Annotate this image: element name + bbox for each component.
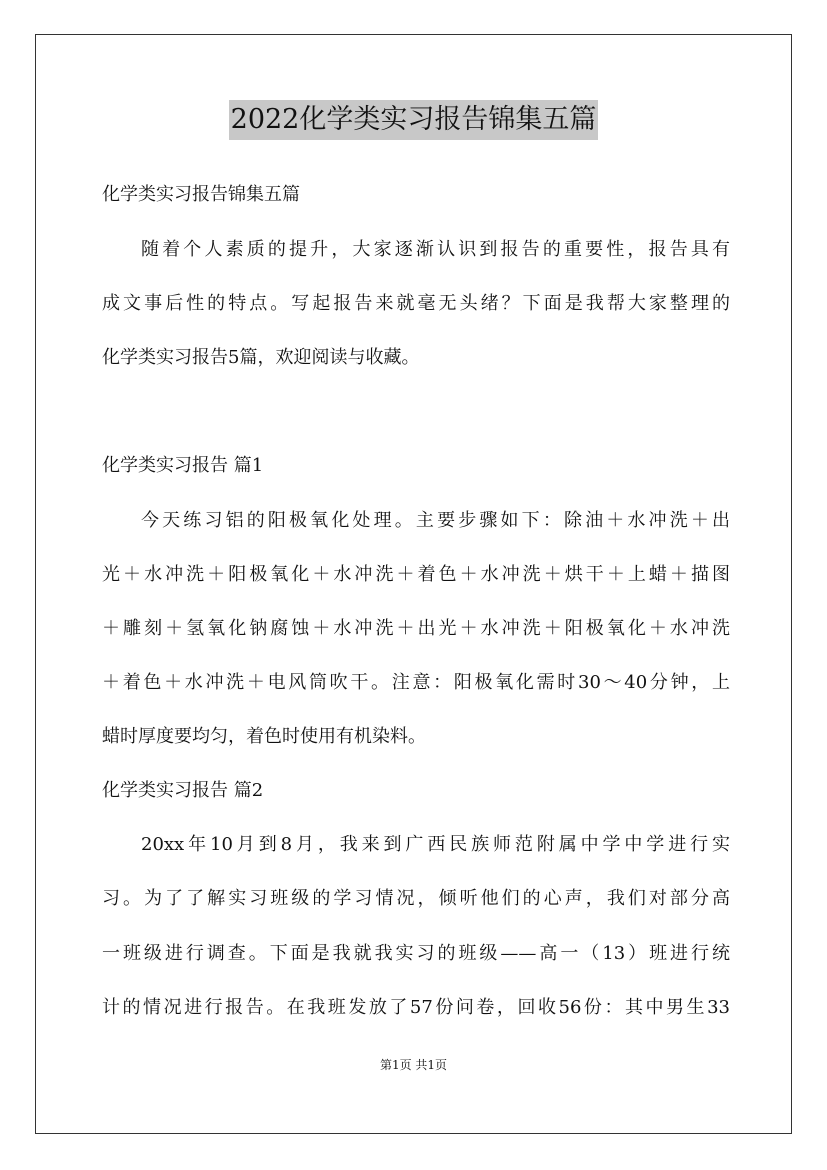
paragraph-line: 蜡时厚度要均匀，着色时使用有机染料。 <box>102 726 426 747</box>
paragraph-line: 光＋水冲洗＋阳极氧化＋水冲洗＋着色＋水冲洗＋烘干＋上蜡＋描图 <box>102 564 730 585</box>
paragraph-line: 一班级进行调查。下面是我就我实习的班级——高一（13）班进行统 <box>102 943 730 964</box>
section-heading-2: 化学类实习报告 篇2 <box>102 780 264 801</box>
title-container <box>0 100 827 140</box>
paragraph-line: 随着个人素质的提升，大家逐渐认识到报告的重要性，报告具有 <box>141 239 730 260</box>
paragraph-line: 成文事后性的特点。写起报告来就毫无头绪？下面是我帮大家整理的 <box>102 293 730 314</box>
paragraph-line: 20xx年10月到8月，我来到广西民族师范附属中学中学进行实 <box>141 834 730 855</box>
paragraph-line: 计的情况进行报告。在我班发放了57份问卷，回收56份：其中男生33 <box>102 997 730 1018</box>
page-footer: 第1页 共1页 <box>379 1058 448 1072</box>
section-heading-1: 化学类实习报告 篇1 <box>102 455 264 476</box>
document-title: 2022化学类实习报告锦集五篇 <box>229 100 599 140</box>
paragraph-line: ＋着色＋水冲洗＋电风筒吹干。注意：阳极氧化需时30～40分钟，上 <box>102 672 730 693</box>
paragraph-line: ＋雕刻＋氢氧化钠腐蚀＋水冲洗＋出光＋水冲洗＋阳极氧化＋水冲洗 <box>102 618 730 639</box>
paragraph-line: 今天练习铝的阳极氧化处理。主要步骤如下：除油＋水冲洗＋出 <box>141 510 730 531</box>
subtitle-line: 化学类实习报告锦集五篇 <box>102 184 300 205</box>
paragraph-line: 习。为了了解实习班级的学习情况，倾听他们的心声，我们对部分高 <box>102 888 730 909</box>
paragraph-line: 化学类实习报告5篇，欢迎阅读与收藏。 <box>102 347 420 368</box>
